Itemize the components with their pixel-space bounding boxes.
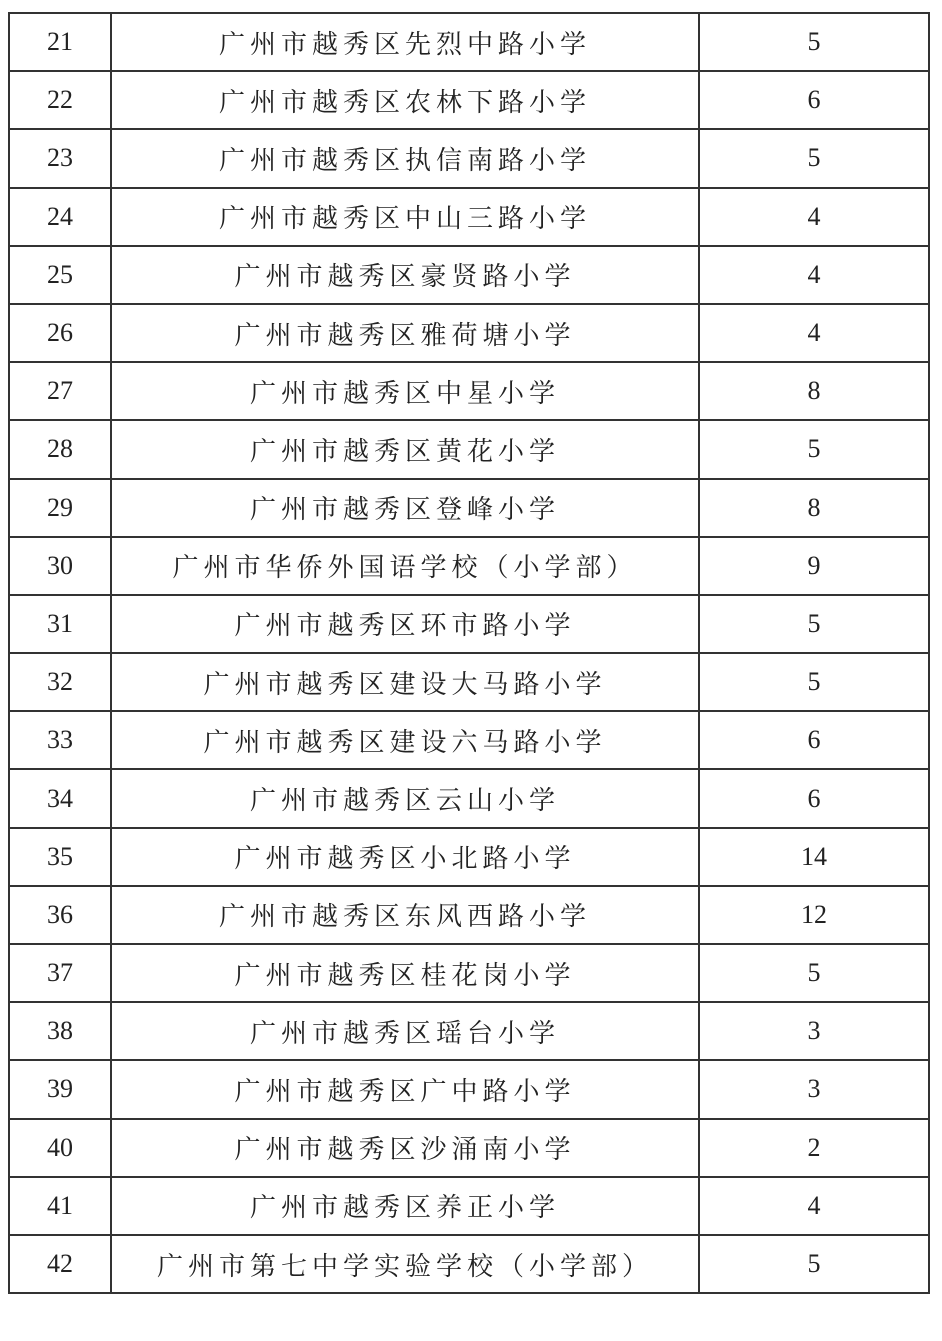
school-name: 广州市越秀区云山小学	[111, 769, 699, 827]
school-name: 广州市越秀区桂花岗小学	[111, 944, 699, 1002]
row-number: 24	[9, 188, 111, 246]
row-number: 41	[9, 1177, 111, 1235]
row-number: 34	[9, 769, 111, 827]
school-name: 广州市越秀区小北路小学	[111, 828, 699, 886]
table-row	[9, 1119, 929, 1177]
quota-count: 5	[699, 1235, 929, 1293]
school-name: 广州市越秀区东风西路小学	[111, 886, 699, 944]
quota-count: 5	[699, 13, 929, 71]
quota-count: 8	[699, 479, 929, 537]
row-number: 33	[9, 711, 111, 769]
school-name: 广州市越秀区建设六马路小学	[111, 711, 699, 769]
table-row	[9, 537, 929, 595]
row-number: 38	[9, 1002, 111, 1060]
table-body	[9, 13, 929, 1293]
quota-count: 3	[699, 1002, 929, 1060]
row-number: 40	[9, 1119, 111, 1177]
quota-count: 5	[699, 944, 929, 1002]
row-number: 32	[9, 653, 111, 711]
row-number: 31	[9, 595, 111, 653]
table-row	[9, 362, 929, 420]
table-row	[9, 188, 929, 246]
row-number: 23	[9, 129, 111, 187]
quota-count: 12	[699, 886, 929, 944]
quota-count: 4	[699, 246, 929, 304]
table-row	[9, 304, 929, 362]
quota-count: 9	[699, 537, 929, 595]
school-name: 广州市华侨外国语学校（小学部）	[111, 537, 699, 595]
table-row	[9, 1235, 929, 1293]
school-name: 广州市越秀区环市路小学	[111, 595, 699, 653]
row-number: 36	[9, 886, 111, 944]
school-name: 广州市越秀区豪贤路小学	[111, 246, 699, 304]
row-number: 30	[9, 537, 111, 595]
school-name: 广州市越秀区黄花小学	[111, 420, 699, 478]
table-row	[9, 828, 929, 886]
table-row	[9, 1002, 929, 1060]
quota-count: 4	[699, 1177, 929, 1235]
school-name: 广州市越秀区瑶台小学	[111, 1002, 699, 1060]
quota-count: 8	[699, 362, 929, 420]
school-name: 广州市越秀区先烈中路小学	[111, 13, 699, 71]
school-name: 广州市越秀区执信南路小学	[111, 129, 699, 187]
table-row	[9, 246, 929, 304]
table-row	[9, 420, 929, 478]
school-name: 广州市越秀区沙涌南小学	[111, 1119, 699, 1177]
school-name: 广州市越秀区中星小学	[111, 362, 699, 420]
quota-count: 6	[699, 769, 929, 827]
table-row	[9, 769, 929, 827]
school-name: 广州市第七中学实验学校（小学部）	[111, 1235, 699, 1293]
table-row	[9, 129, 929, 187]
quota-count: 5	[699, 420, 929, 478]
table-row	[9, 1177, 929, 1235]
row-number: 37	[9, 944, 111, 1002]
school-name: 广州市越秀区建设大马路小学	[111, 653, 699, 711]
quota-count: 4	[699, 304, 929, 362]
row-number: 29	[9, 479, 111, 537]
row-number: 22	[9, 71, 111, 129]
school-name: 广州市越秀区养正小学	[111, 1177, 699, 1235]
table-row	[9, 13, 929, 71]
row-number: 35	[9, 828, 111, 886]
quota-count: 5	[699, 595, 929, 653]
school-table	[8, 12, 930, 1294]
table-row	[9, 886, 929, 944]
school-name: 广州市越秀区广中路小学	[111, 1060, 699, 1118]
table-row	[9, 653, 929, 711]
table-row	[9, 944, 929, 1002]
table-row	[9, 711, 929, 769]
school-name: 广州市越秀区农林下路小学	[111, 71, 699, 129]
table-row	[9, 71, 929, 129]
row-number: 25	[9, 246, 111, 304]
quota-count: 2	[699, 1119, 929, 1177]
table-row	[9, 479, 929, 537]
quota-count: 5	[699, 129, 929, 187]
quota-count: 3	[699, 1060, 929, 1118]
quota-count: 6	[699, 71, 929, 129]
row-number: 42	[9, 1235, 111, 1293]
row-number: 39	[9, 1060, 111, 1118]
school-name: 广州市越秀区登峰小学	[111, 479, 699, 537]
school-name: 广州市越秀区雅荷塘小学	[111, 304, 699, 362]
row-number: 21	[9, 13, 111, 71]
quota-count: 6	[699, 711, 929, 769]
quota-count: 14	[699, 828, 929, 886]
row-number: 27	[9, 362, 111, 420]
row-number: 26	[9, 304, 111, 362]
table-row	[9, 595, 929, 653]
table-row	[9, 1060, 929, 1118]
school-name: 广州市越秀区中山三路小学	[111, 188, 699, 246]
quota-count: 5	[699, 653, 929, 711]
quota-count: 4	[699, 188, 929, 246]
row-number: 28	[9, 420, 111, 478]
